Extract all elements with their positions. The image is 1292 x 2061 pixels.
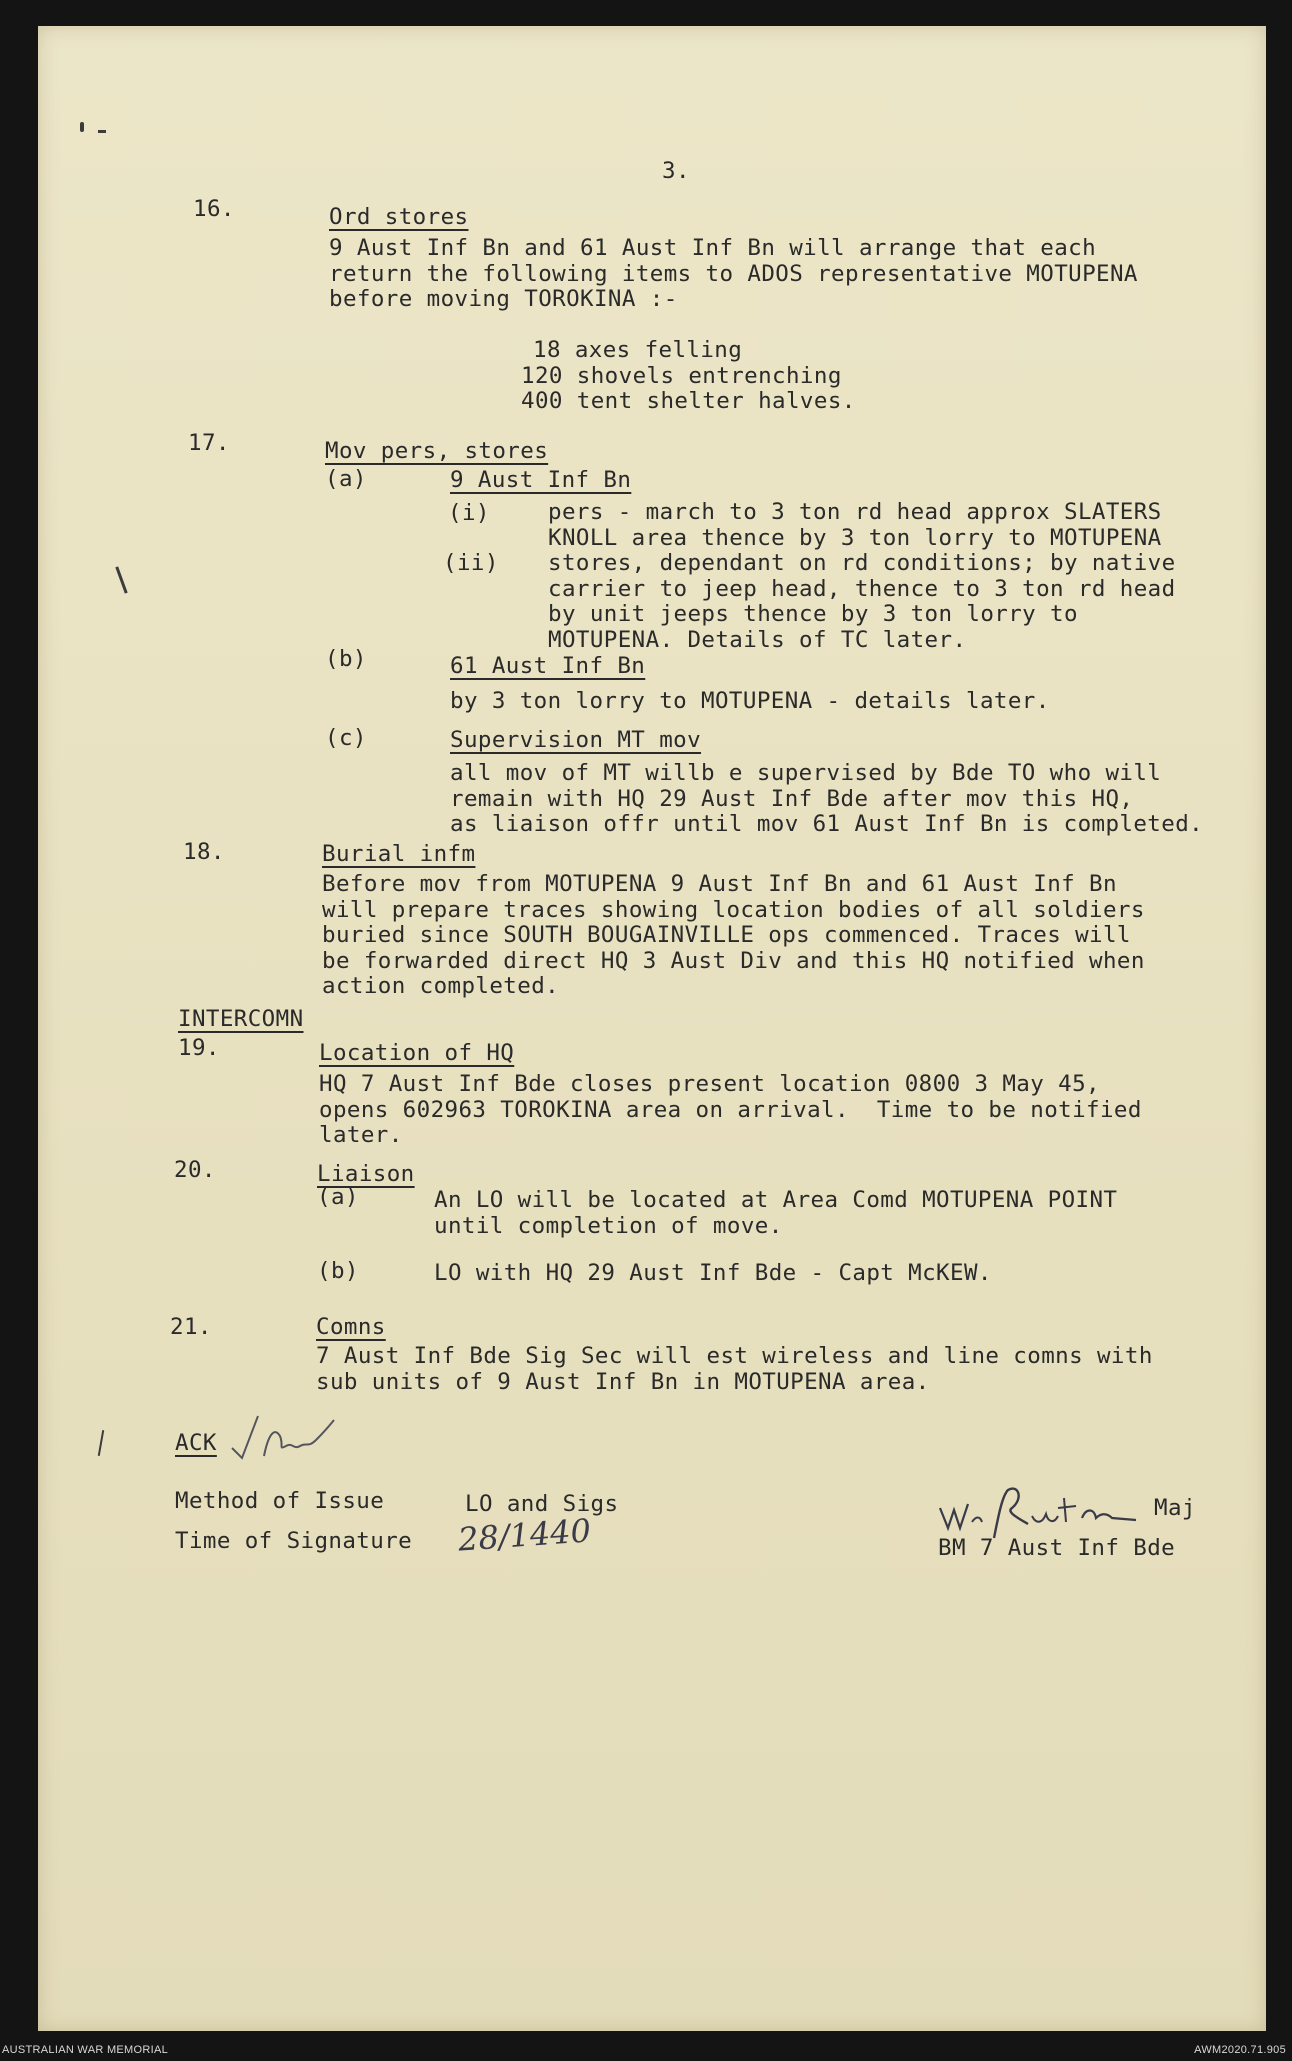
para-17b-body: by 3 ton lorry to MOTUPENA - details later. [450, 688, 1050, 714]
para-17c-label: (c) [325, 725, 367, 751]
para-17-title: Mov pers, stores [325, 438, 549, 464]
para-17b-title: 61 Aust Inf Bn [450, 653, 646, 679]
para-20b-body: LO with HQ 29 Aust Inf Bde - Capt McKEW. [434, 1260, 992, 1286]
para-20a-label: (a) [317, 1184, 359, 1210]
intercomn-heading: INTERCOMN [178, 1006, 304, 1032]
para-16-item-2: 120 shovels entrenching [521, 363, 842, 389]
para-17a-label: (a) [325, 466, 367, 492]
para-17-number: 17. [188, 430, 230, 456]
para-18-body: Before mov from MOTUPENA 9 Aust Inf Bn and 61 Aust Inf Bn will prepare traces showing location bodies of all soldiers buried since SOUTH BOUGAINVILLE ops commenced. Traces will be forwarded direct HQ 3 Aust Div and this HQ notified when action completed. [322, 871, 1145, 999]
para-16-item-3: 400 tent shelter halves. [521, 388, 856, 414]
time-of-signature-value: 28/1440 [456, 1511, 593, 1559]
ack-label: ACK [175, 1430, 217, 1456]
para-17c-title: Supervision MT mov [450, 727, 702, 753]
method-of-issue-value: LO and Sigs [465, 1491, 619, 1517]
para-18-number: 18. [183, 839, 225, 865]
ink-mark [80, 122, 84, 132]
page-number: 3. [662, 158, 690, 184]
ink-mark [98, 1430, 104, 1456]
ink-mark [98, 130, 106, 133]
para-20-number: 20. [174, 1157, 216, 1183]
para-19-number: 19. [178, 1035, 220, 1061]
para-19-title: Location of HQ [319, 1040, 515, 1066]
footer-left: AUSTRALIAN WAR MEMORIAL [2, 2044, 169, 2056]
para-17b-label: (b) [325, 646, 367, 672]
para-20a-body: An LO will be located at Area Comd MOTUPENA POINT until completion of move. [434, 1187, 1118, 1239]
para-19-body: HQ 7 Aust Inf Bde closes present location 0800 3 May 45, opens 602963 TOROKINA area on arrival. Time to be notified later. [319, 1071, 1142, 1148]
signatory-rank: Maj [1154, 1495, 1196, 1521]
time-of-signature-label: Time of Signature [175, 1528, 413, 1554]
footer-right: AWM2020.71.905 [1194, 2044, 1286, 2056]
para-16-title: Ord stores [329, 204, 469, 230]
para-16-item-1: 18 axes felling [533, 337, 743, 363]
para-21-number: 21. [170, 1314, 212, 1340]
footer-bar [0, 2040, 1292, 2061]
para-20b-label: (b) [317, 1258, 359, 1284]
para-16-number: 16. [193, 196, 235, 222]
para-16-body: 9 Aust Inf Bn and 61 Aust Inf Bn will arrange that each return the following items to ADOS representative MOTUPENA before moving TOROKINA :- [329, 235, 1138, 312]
para-17a-i-label: (i) [448, 500, 490, 526]
document-page [38, 26, 1266, 2031]
para-17a-body: pers - march to 3 ton rd head approx SLATERS KNOLL area thence by 3 ton lorry to MOTUPENA stores, dependant on rd conditions; by native carrier to jeep head, thence to 3 ton rd head by unit jeeps thence by 3 ton lorry to MOTUPENA. Details of TC later. [548, 499, 1176, 653]
ack-initials-mark [228, 1406, 338, 1466]
para-21-body: 7 Aust Inf Bde Sig Sec will est wireless and line comns with sub units of 9 Aust Inf Bn in MOTUPENA area. [316, 1343, 1153, 1395]
ink-mark [115, 566, 127, 593]
method-of-issue-label: Method of Issue [175, 1488, 385, 1514]
para-18-title: Burial infm [322, 841, 476, 867]
signatory-appointment: BM 7 Aust Inf Bde [938, 1535, 1176, 1561]
para-17a-ii-label: (ii) [443, 550, 499, 576]
para-17a-title: 9 Aust Inf Bn [450, 467, 632, 493]
para-20-title: Liaison [317, 1161, 415, 1187]
para-17c-body: all mov of MT willb e supervised by Bde TO who will remain with HQ 29 Aust Inf Bde after mov this HQ, as liaison offr until mov 61 Aust Inf Bn is completed. [450, 760, 1204, 837]
para-21-title: Comns [316, 1314, 386, 1340]
